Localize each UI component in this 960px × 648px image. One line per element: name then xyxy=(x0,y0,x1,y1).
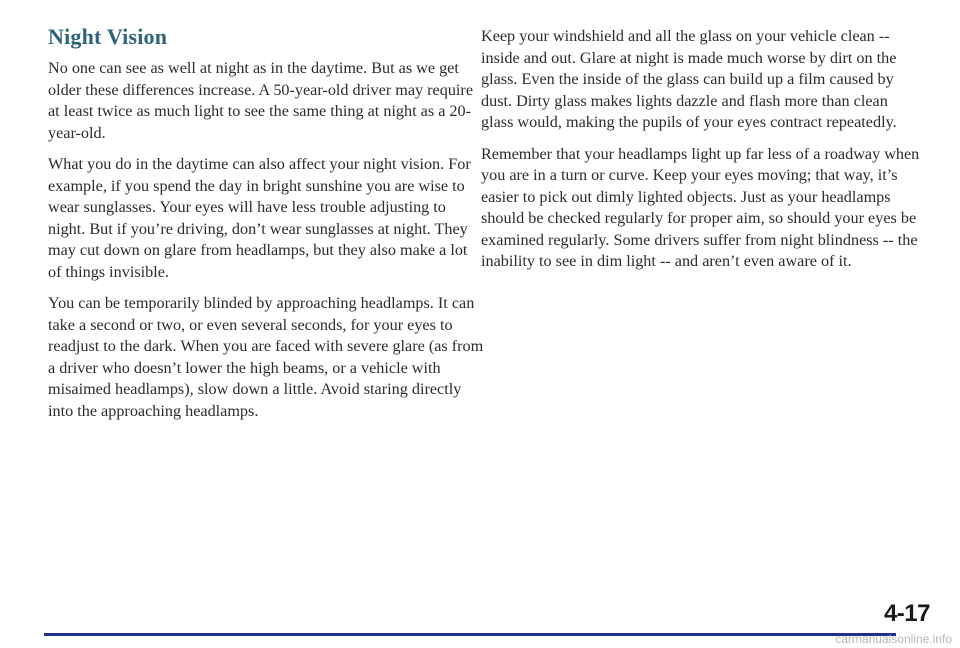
right-column xyxy=(481,26,921,283)
page-number: 4-17 xyxy=(883,600,930,627)
paragraph: What you do in the daytime can also affect your night vision. For example, if you spend the day in bright sunshine you are wise to wear sunglasses. Your eyes will have less trouble adjusting to night. But if you’re driving, don’t wear sunglasses at night. They may cut down on glare from headlamps, but they also make a lot of things invisible. xyxy=(48,155,471,281)
left-column xyxy=(48,58,484,432)
paragraph: Keep your windshield and all the glass on your vehicle clean -- inside and out. Glare at night is made much worse by dirt on the glass. Even the inside of the glass can build up a film caused by dust. Dirty glass makes lights dazzle and flash more than clean glass would, making the pupils of your eyes contract repeatedly. xyxy=(481,27,897,131)
paragraph: No one can see as well at night as in the daytime. But as we get older these differences increase. A 50-year-old driver may require at least twice as much light to see the same thing at night as a 20-year-old. xyxy=(48,59,474,142)
paragraph: Remember that your headlamps light up far less of a roadway when you are in a turn or curve. Keep your eyes moving; that way, it’s easier to pick out dimly lighted objects. Just as your headlamps should be checked regularly for proper aim, so should your eyes be examined regularly. Some drivers suffer from night blindness -- the inability to see in dim light -- and aren’t even aware of it. xyxy=(481,144,920,270)
paragraph: You can be temporarily blinded by approaching headlamps. It can take a second or two, or even several seconds, for your eyes to readjust to the dark. When you are faced with severe glare (as from a driver who doesn’t lower the high beams, or a vehicle with misaimed headlamps), slow down a little. Avoid staring directly into the approaching headlamps. xyxy=(48,294,484,420)
section-title: Night Vision xyxy=(48,24,168,49)
watermark: carmanualsonline.info xyxy=(835,632,952,646)
footer-rule xyxy=(44,633,896,636)
